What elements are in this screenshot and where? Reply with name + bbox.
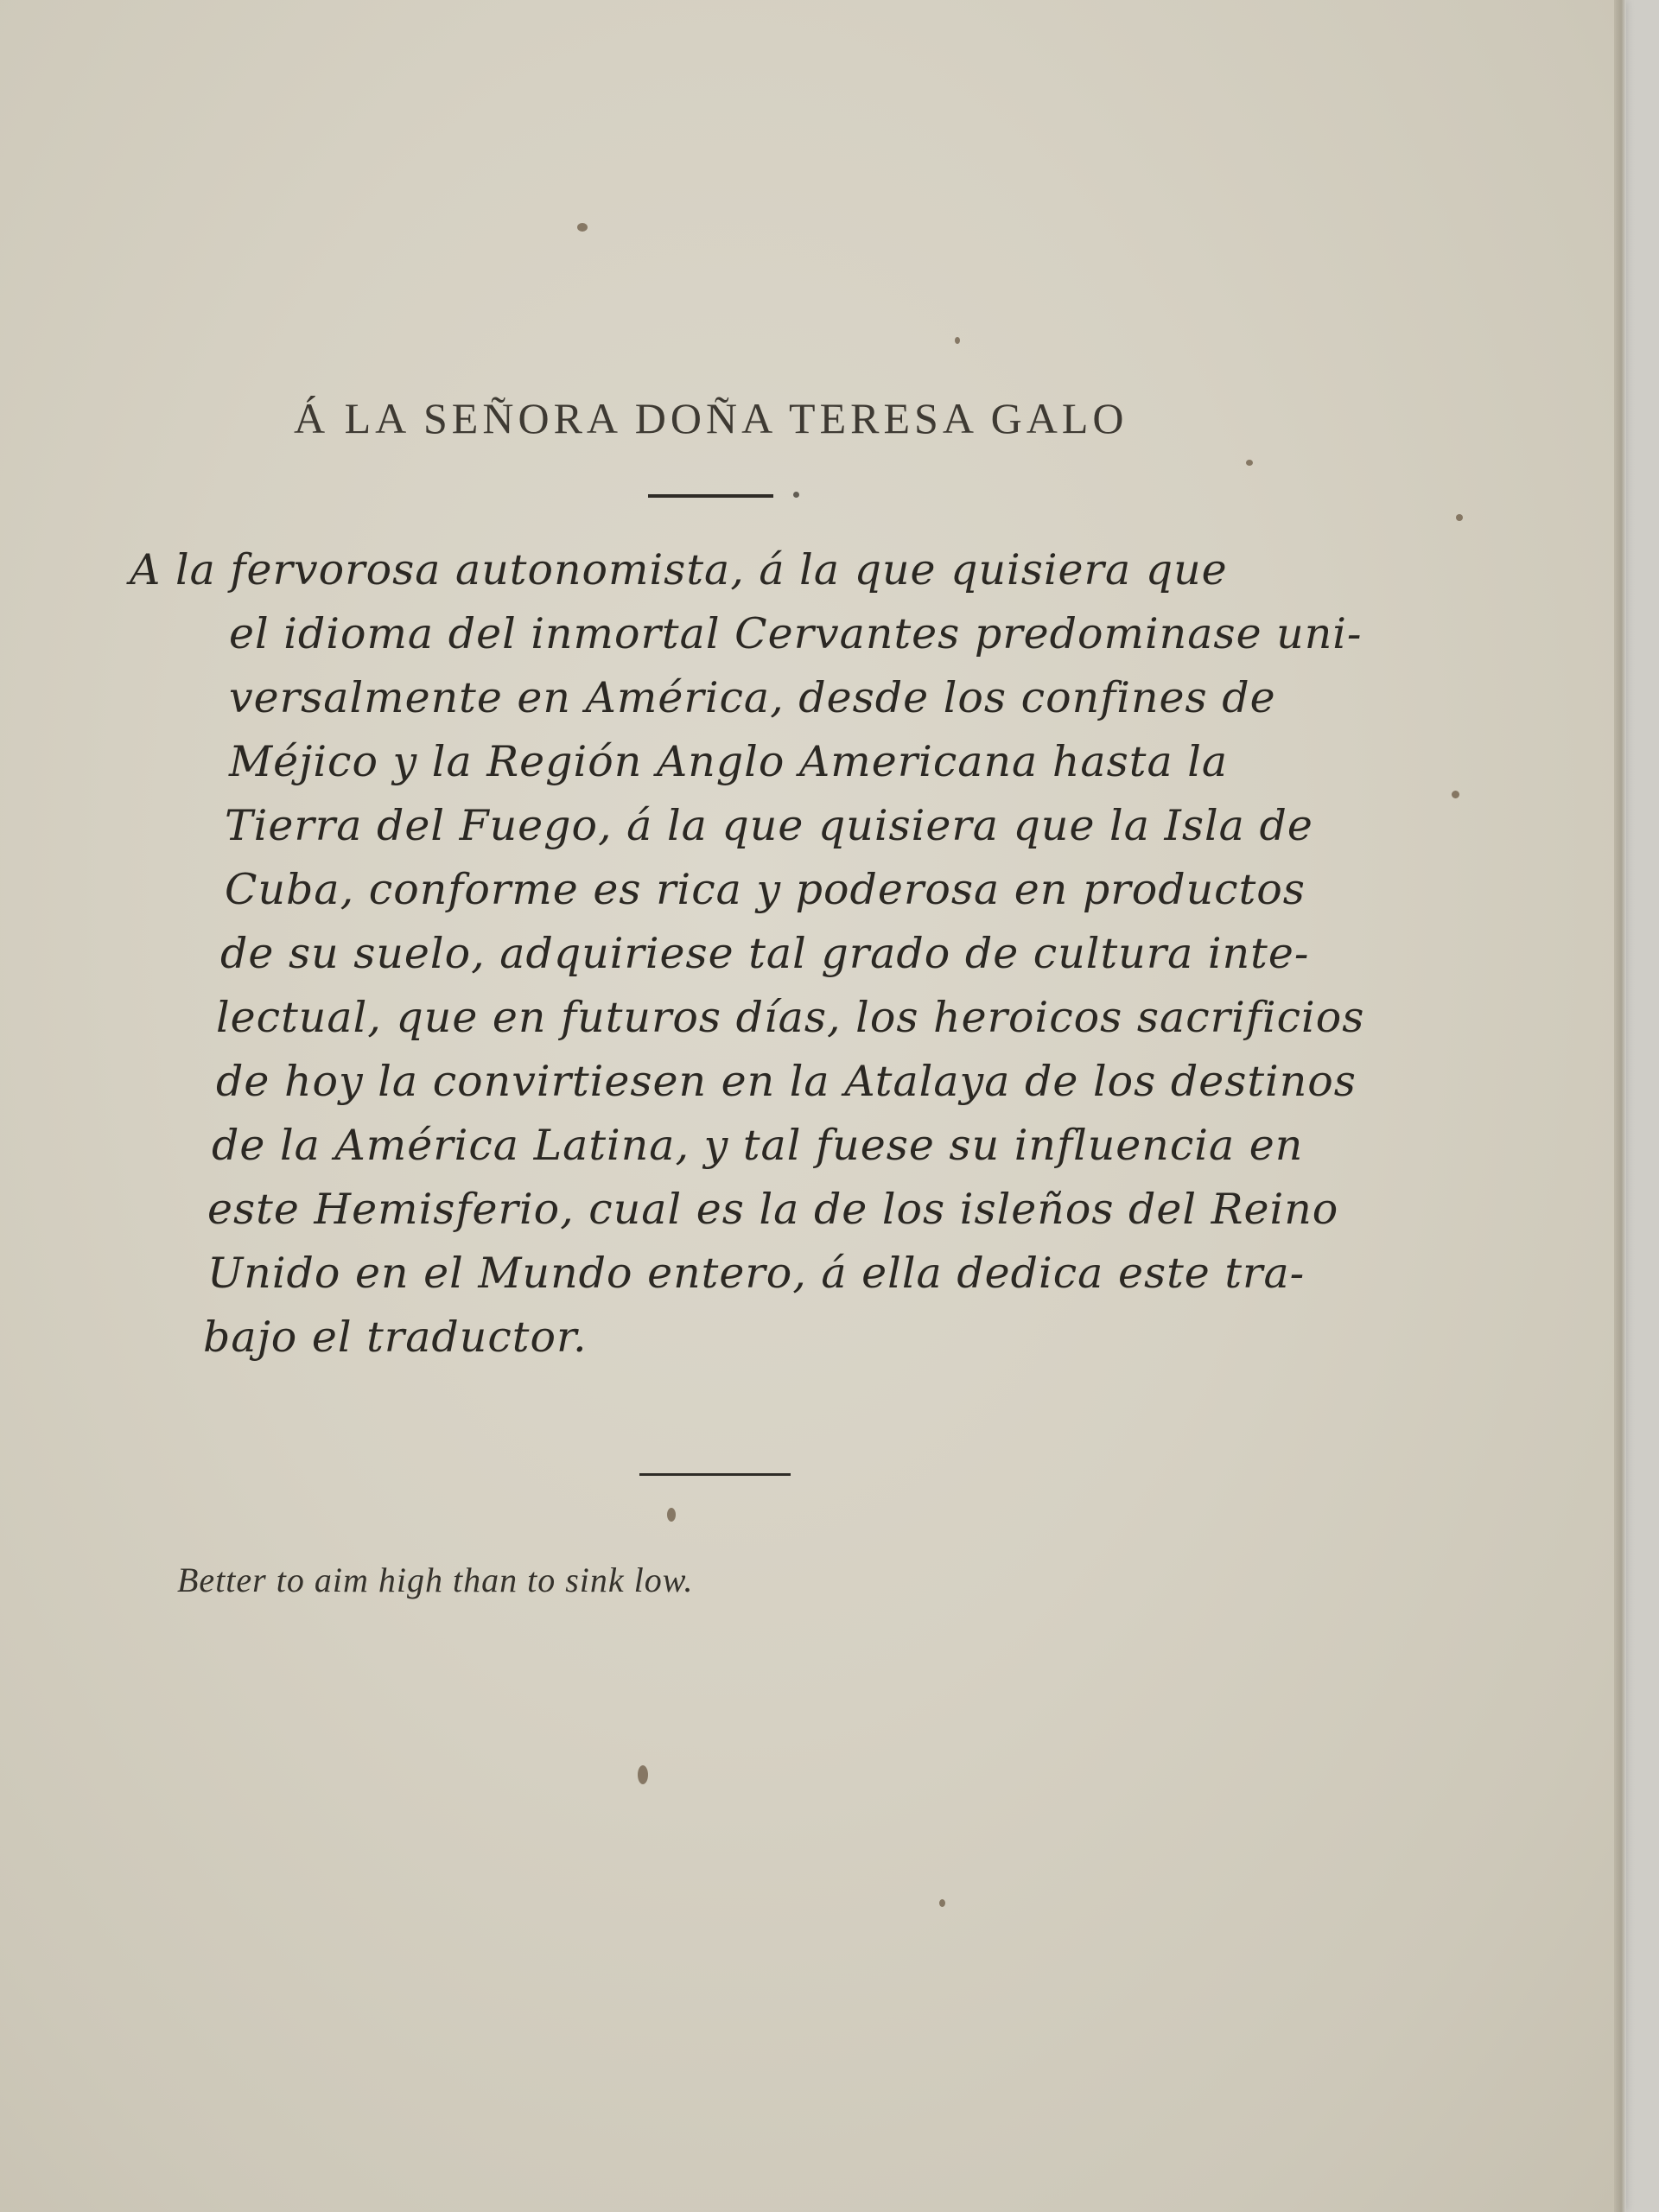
dedication-line-5: Tierra del Fuego, á la que quisiera que la Isla de bbox=[225, 801, 1313, 850]
closing-divider bbox=[639, 1473, 791, 1476]
paper-speck bbox=[1246, 460, 1253, 466]
paper-speck bbox=[1456, 514, 1463, 521]
paper-speck bbox=[638, 1765, 648, 1784]
dedication-line-13: bajo el traductor. bbox=[203, 1313, 588, 1362]
dedication-line-12: Unido en el Mundo entero, á ella dedica este tra- bbox=[207, 1249, 1306, 1298]
title-divider bbox=[648, 494, 773, 498]
dedication-line-8: lectual, que en futuros días, los heroicos sacrificios bbox=[216, 993, 1365, 1042]
dedication-line-7: de su suelo, adquiriese tal grado de cultura inte- bbox=[220, 929, 1310, 978]
divider-dot bbox=[793, 492, 799, 498]
dedication-line-3: versalmente en América, desde los confines de bbox=[229, 673, 1276, 722]
dedication-line-6: Cuba, conforme es rica y poderosa en productos bbox=[225, 865, 1306, 914]
paper-speck bbox=[577, 223, 588, 232]
paper-speck bbox=[939, 1899, 945, 1907]
page-edge bbox=[1614, 0, 1626, 2212]
dedication-line-4: Méjico y la Región Anglo Americana hasta la bbox=[229, 737, 1229, 786]
motto: Better to aim high than to sink low. bbox=[177, 1560, 694, 1599]
dedication-line-9: de hoy la convirtiesen en la Atalaya de los destinos bbox=[216, 1057, 1357, 1106]
dedication-line-1: A la fervorosa autonomista, á la que quisiera que bbox=[130, 545, 1228, 594]
dedication-line-11: este Hemisferio, cual es la de los isleños del Reino bbox=[207, 1185, 1339, 1234]
paper-speck bbox=[667, 1508, 676, 1522]
page-title: Á LA SEÑORA DOÑA TERESA GALO bbox=[294, 394, 1128, 442]
paper-speck bbox=[1452, 791, 1459, 798]
dedication-line-2: el idioma del inmortal Cervantes predominase uni- bbox=[229, 609, 1363, 658]
paper-speck bbox=[955, 337, 960, 344]
dedication-line-10: de la América Latina, y tal fuese su influencia en bbox=[212, 1121, 1304, 1170]
